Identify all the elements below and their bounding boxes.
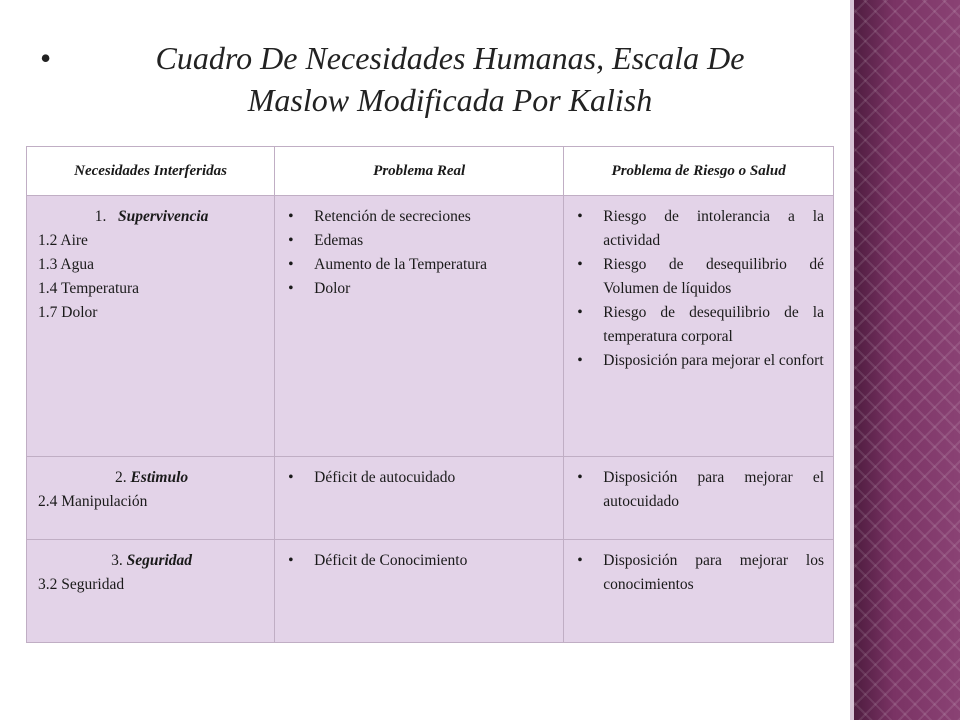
risk-problem-cell (564, 457, 834, 540)
table-row (27, 457, 834, 540)
category-number: 1. (94, 208, 107, 225)
needs-cell (27, 196, 275, 457)
category-name: Seguridad (126, 552, 193, 569)
header-problema-riesgo: Problema de Riesgo o Salud (564, 147, 834, 196)
real-problem-cell (275, 457, 564, 540)
sub-item: 1.4 Temperatura (38, 280, 140, 297)
sub-item: 2.4 Manipulación (38, 493, 148, 510)
needs-cell (27, 457, 275, 540)
list-item: • Riesgo de desequilibrio de la temperatura corporal (573, 301, 824, 349)
list-item: • Retención de secreciones (284, 205, 554, 229)
table-header-row (27, 147, 834, 196)
category-number: 2. (114, 469, 127, 486)
header-necesidades: Necesidades Interferidas (27, 147, 275, 196)
side-panel-edge (850, 0, 854, 720)
title-line-2: Maslow Modificada Por Kalish (247, 82, 653, 118)
list-item: • Disposición para mejorar el confort (573, 349, 824, 373)
list-item: • Dolor (284, 277, 554, 301)
needs-table (26, 146, 834, 643)
list-item: • Riesgo de intolerancia a la actividad (573, 205, 824, 253)
table-row (27, 540, 834, 643)
real-problem-cell (275, 196, 564, 457)
sub-item: 1.3 Agua (38, 256, 94, 273)
sub-item: 1.7 Dolor (38, 304, 98, 321)
risk-problem-cell (564, 540, 834, 643)
list-item: • Aumento de la Temperatura (284, 253, 554, 277)
table-row (27, 196, 834, 457)
list-item: • Déficit de autocuidado (284, 466, 554, 490)
category-name: Estimulo (130, 469, 189, 486)
list-item: • Edemas (284, 229, 554, 253)
category-heading (38, 549, 265, 573)
list-item: • Disposición para mejorar los conocimientos (573, 549, 824, 597)
real-problem-cell (275, 540, 564, 643)
title-line-1: Cuadro De Necesidades Humanas, Escala De (155, 40, 745, 76)
title-bullet: • (40, 40, 52, 76)
decorative-side-panel (850, 0, 960, 720)
list-item: • Déficit de Conocimiento (284, 549, 554, 573)
list-item: • Disposición para mejorar el autocuidado (573, 466, 824, 514)
category-number: 3. (111, 552, 123, 569)
header-problema-real: Problema Real (275, 147, 564, 196)
category-heading (38, 466, 265, 490)
sub-item: 3.2 Seguridad (38, 576, 125, 593)
category-name: Supervivencia (117, 208, 209, 225)
slide-title (40, 38, 820, 128)
list-item: • Riesgo de desequilibrio dé Volumen de líquidos (573, 253, 824, 301)
needs-cell (27, 540, 275, 643)
sub-item: 1.2 Aire (38, 232, 88, 249)
risk-problem-cell (564, 196, 834, 457)
category-heading (38, 205, 265, 229)
